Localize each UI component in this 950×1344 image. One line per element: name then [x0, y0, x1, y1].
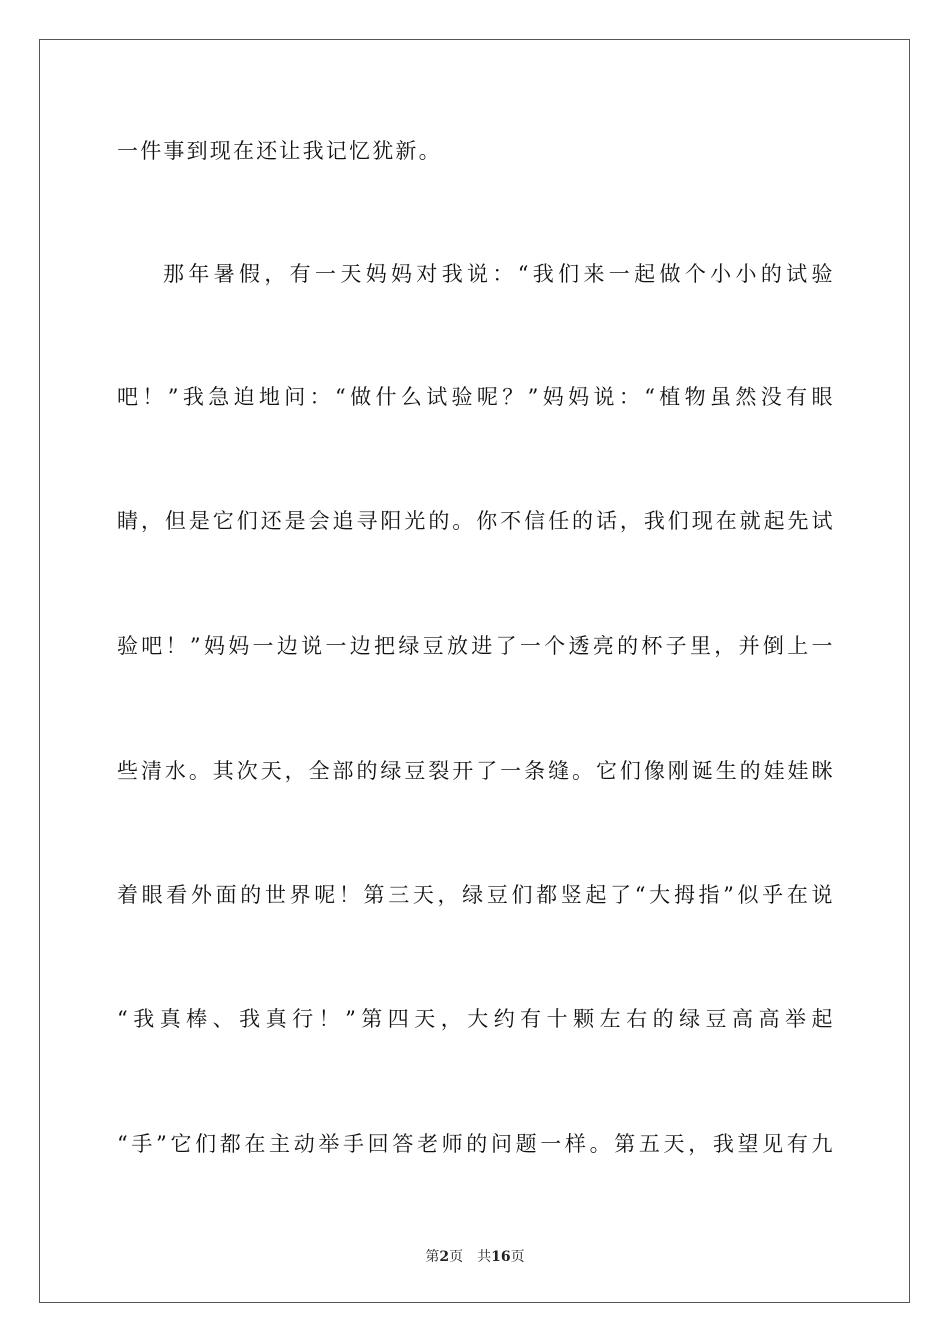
total-suffix: 页: [510, 1249, 525, 1265]
page-suffix: 页: [449, 1249, 464, 1265]
current-page-number: 2: [439, 1249, 450, 1265]
page-footer: [0, 1247, 950, 1267]
text-line-4: 睛，但是它们还是会追寻阳光的。你不信任的话，我们现在就起先试: [117, 509, 833, 533]
total-prefix: 共: [477, 1249, 492, 1265]
text-line-3: 吧！”我急迫地问：“做什么试验呢？”妈妈说：“植物虽然没有眼: [117, 385, 833, 409]
text-line-5: 验吧！”妈妈一边说一边把绿豆放进了一个透亮的杯子里，并倒上一: [117, 634, 833, 658]
total-page-number: 16: [491, 1249, 511, 1265]
text-line-7: 着眼看外面的世界呢！第三天，绿豆们都竖起了“大拇指”似乎在说: [117, 883, 833, 907]
text-line-1: 一件事到现在还让我记忆犹新。: [117, 139, 442, 163]
page-prefix: 第: [425, 1249, 440, 1265]
text-line-2: 那年暑假，有一天妈妈对我说：“我们来一起做个小小的试验: [163, 262, 833, 286]
page-border: [39, 39, 910, 1303]
text-line-6: 些清水。其次天，全部的绿豆裂开了一条缝。它们像刚诞生的娃娃眯: [117, 759, 833, 783]
text-line-8: “我真棒、我真行！”第四天，大约有十颗左右的绿豆高高举起: [117, 1007, 833, 1031]
text-line-9: “手”它们都在主动举手回答老师的问题一样。第五天，我望见有九: [117, 1132, 833, 1156]
